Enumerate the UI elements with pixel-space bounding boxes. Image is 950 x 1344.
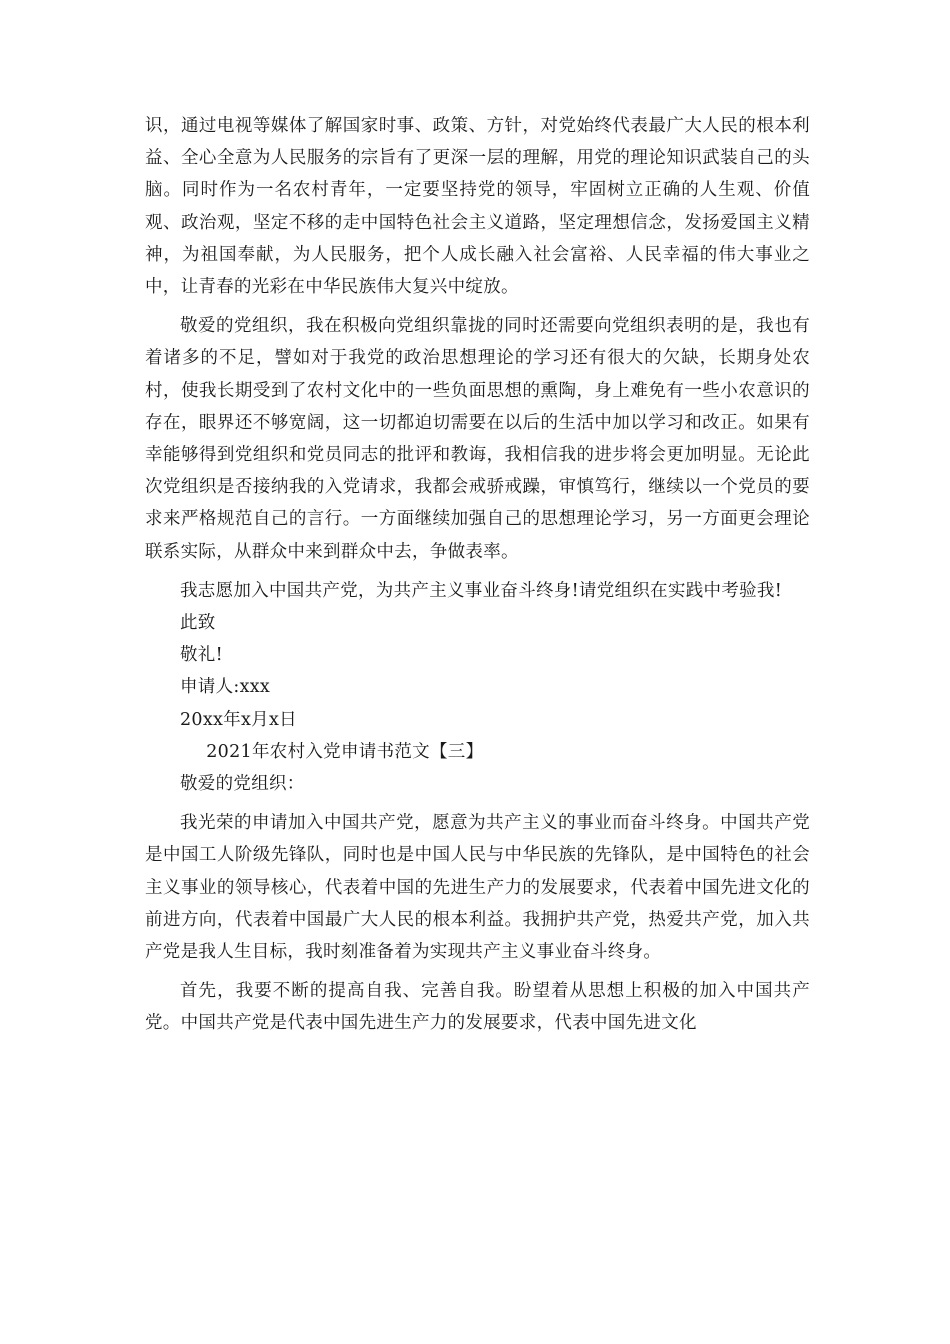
paragraph-2: 敬爱的党组织，我在积极向党组织靠拢的同时还需要向党组织表明的是，我也有着诸多的不足，譬如对于我党的政治思想理论的学习还有很大的欠缺，长期身处农村，使我长期受到了农村文化中的一些负面思想的熏陶，身上难免有一些小农意识的存在，眼界还不够宽阔，这一切都迫切需要在以后的生活中加以学习和改正。如果有幸能够得到党组织和党员同志的批评和教诲，我相信我的进步将会更加明显。无论此次党组织是否接纳我的入党请求，我都会戒骄戒躁，审慎笃行，继续以一个党员的要求来严格规范自己的言行。一方面继续加强自己的思想理论学习，另一方面更会理论联系实际，从群众中来到群众中去，争做表率。 (145, 316, 810, 562)
paragraph-5: 首先，我要不断的提高自我、完善自我。盼望着从思想上积极的加入中国共产党。中国共产党是代表中国先进生产力的发展要求，代表中国先进文化 (145, 981, 810, 1034)
salute-line: 敬礼! (180, 645, 223, 666)
closing-line: 此致 (180, 613, 216, 634)
applicant-line: 申请人:xxx (180, 677, 271, 698)
paragraph-1: 识，通过电视等媒体了解国家时事、政策、方针，对党始终代表最广大人民的根本利益、全心全意为人民服务的宗旨有了更深一层的理解，用党的理论知识武装自己的头脑。同时作为一名农村青年，一定要坚持党的领导，牢固树立正确的人生观、价值观、政治观，坚定不移的走中国特色社会主义道路，坚定理想信念，发扬爱国主义精神，为祖国奉献，为人民服务，把个人成长融入社会富裕、人民幸福的伟大事业之中，让青春的光彩在中华民族伟大复兴中绽放。 (145, 116, 810, 298)
paragraph-3: 我志愿加入中国共产党，为共产主义事业奋斗终身!请党组织在实践中考验我! (180, 580, 783, 601)
paragraph-4: 我光荣的申请加入中国共产党，愿意为共产主义的事业而奋斗终身。中国共产党是中国工人阶级先锋队，同时也是中国人民与中华民族的先锋队，是中国特色的社会主义事业的领导核心，代表着中国的先进生产力的发展要求，代表着中国先进文化的前进方向，代表着中国最广大人民的根本利益。我拥护共产党，热爱共产党，加入共产党是我人生目标，我时刻准备着为实现共产主义事业奋斗终身。 (145, 813, 810, 963)
document-body (145, 110, 810, 1040)
greeting-line: 敬爱的党组织： (180, 774, 305, 795)
section-title: 2021年农村入党申请书范文【三】 (206, 741, 484, 762)
date-line: 20xx年x月x日 (180, 709, 297, 730)
